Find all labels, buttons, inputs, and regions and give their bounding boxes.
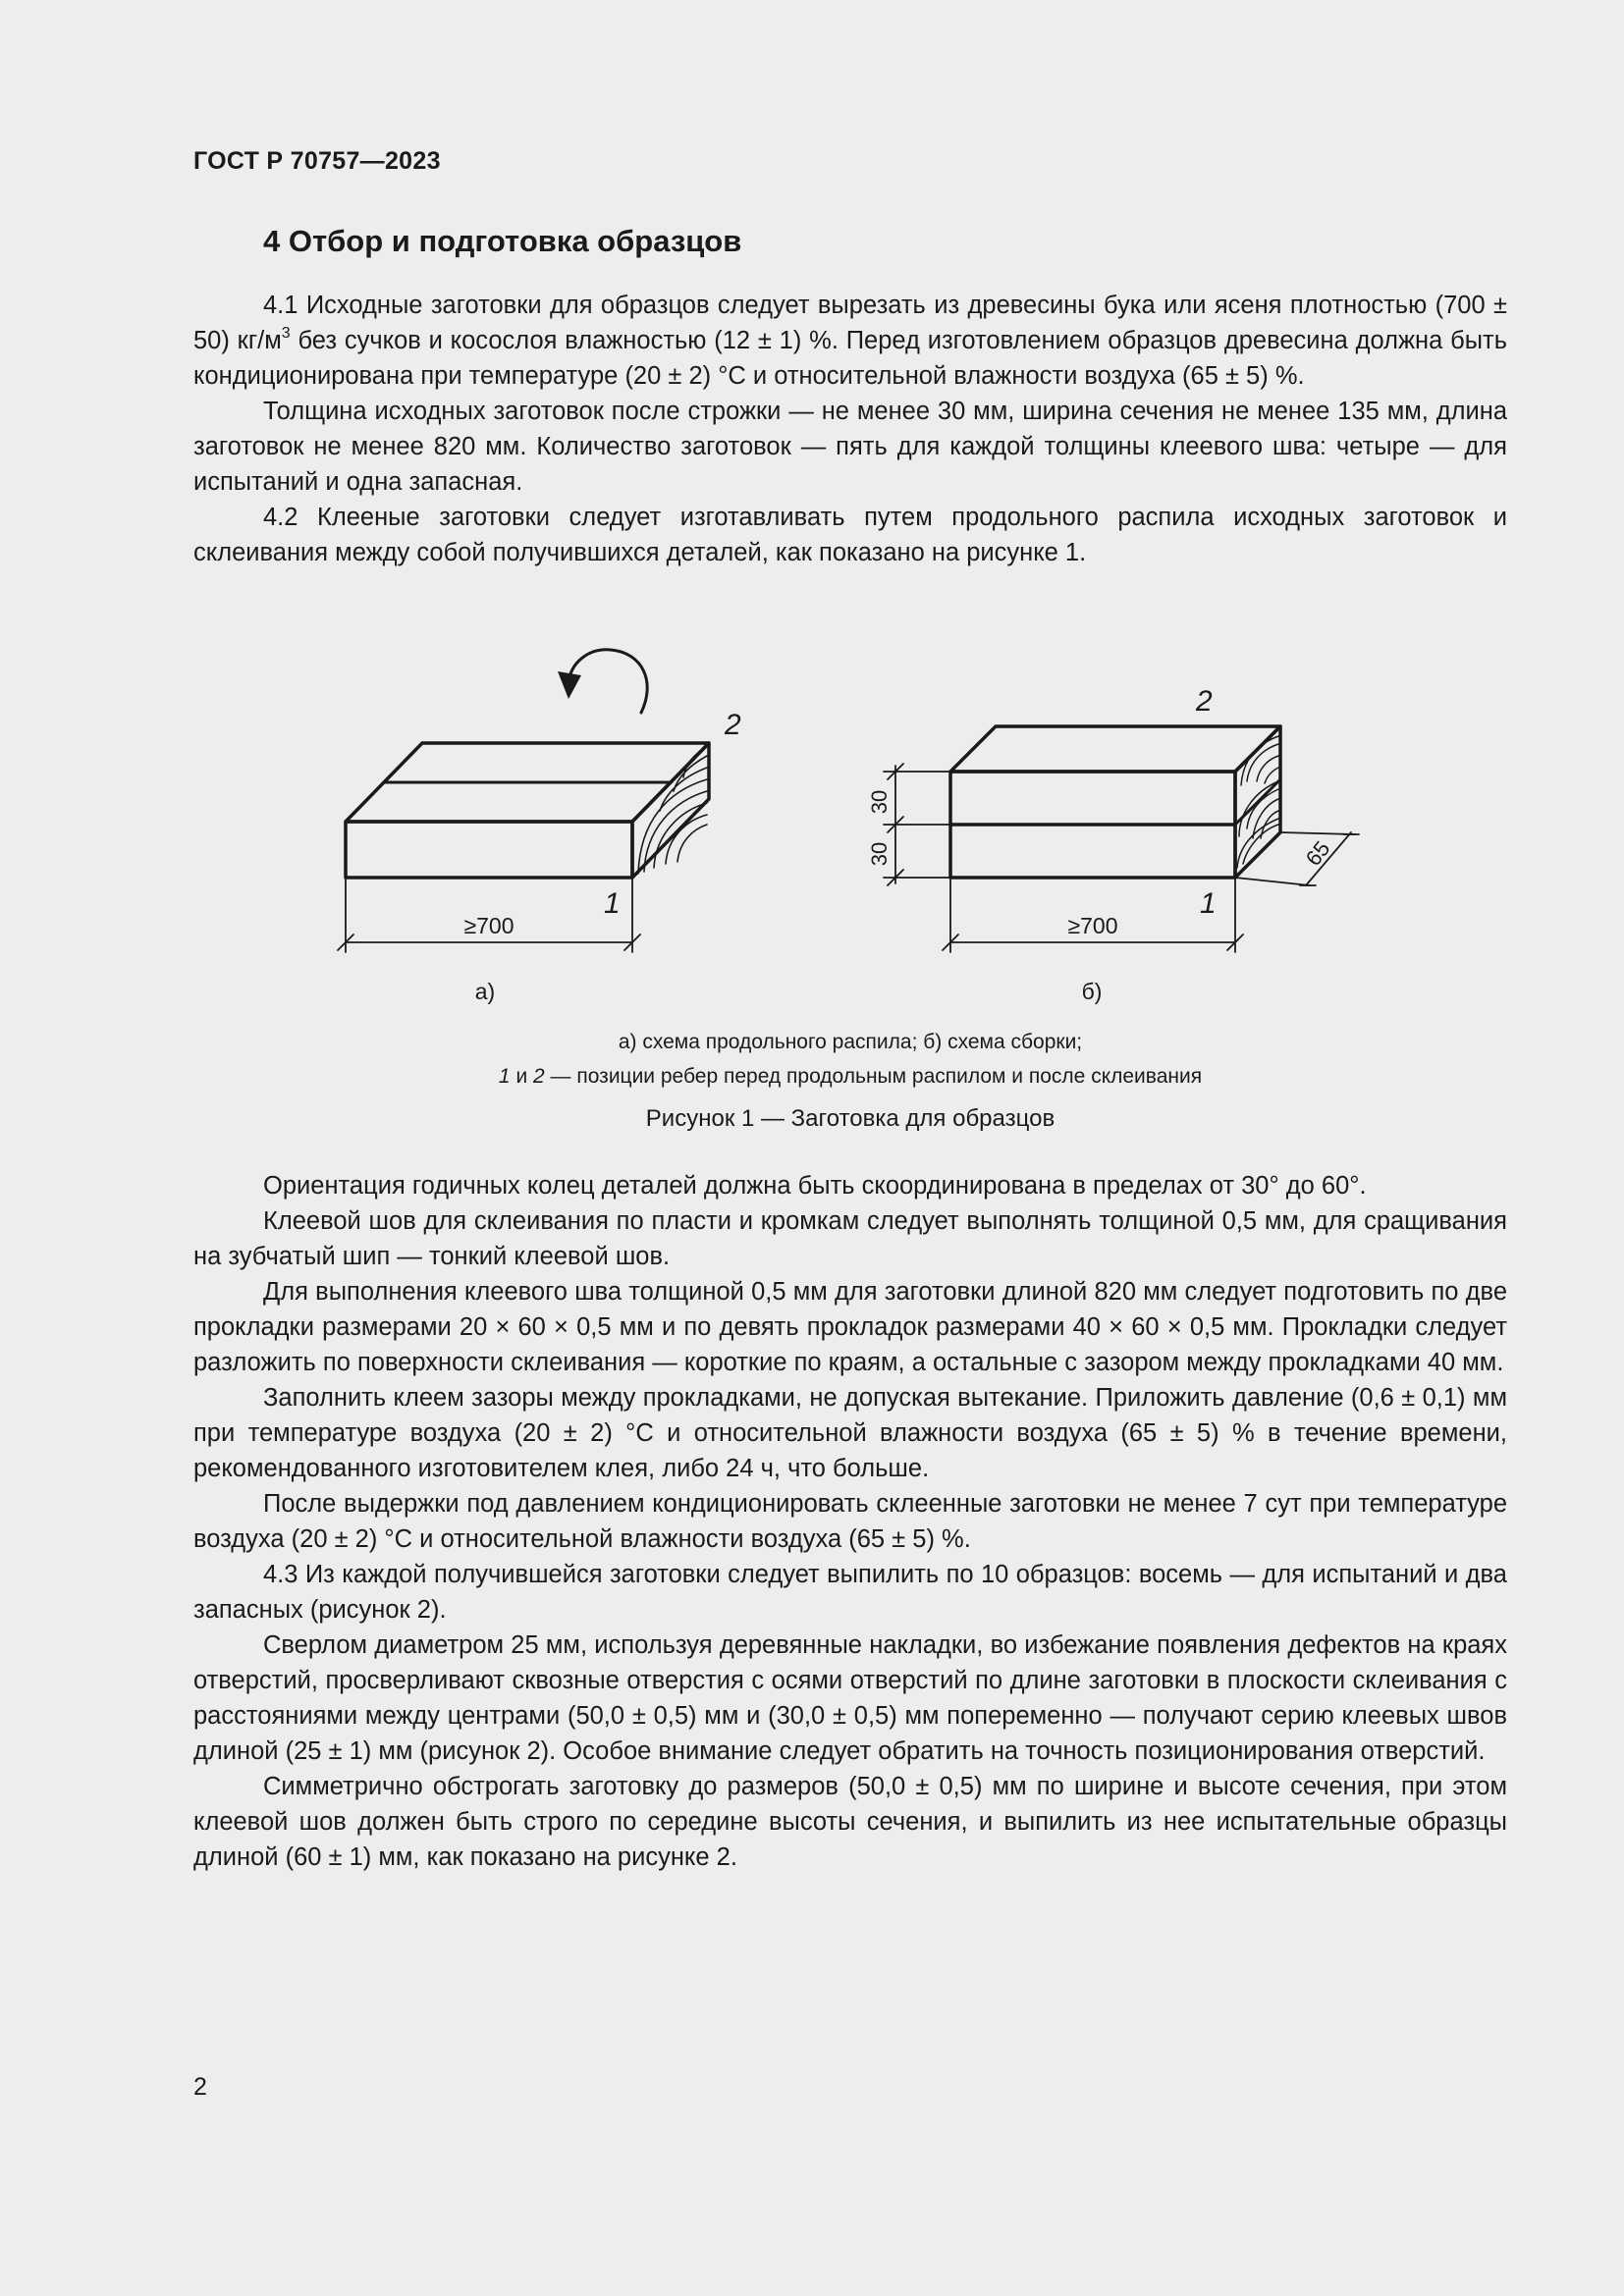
dimension-label-30-upper: 30 — [867, 789, 892, 815]
page-number: 2 — [193, 2073, 207, 2101]
dimension-label-b: ≥700 — [1067, 913, 1118, 938]
paragraph: Симметрично обстрогать заготовку до размеров (50,0 ± 0,5) мм по ширине и высоте сечения, при этом клеевой шов должен быть строго по середине высоты сечения, и выпилить из нее испытательные образцы длиной (60 ± 1) мм, как показано на рисунке 2. — [193, 1773, 1507, 1871]
paragraph: Ориентация годичных колец деталей должна быть скоординирована в пределах от 30° до 60°. — [263, 1172, 1367, 1200]
paragraph: Сверлом диаметром 25 мм, используя деревянные накладки, во избежание появления дефектов на краях отверстий, просверливают сквозные отверстия с осями отверстий по длине заготовки в плоскости склеивания с расстояниями между центрами (50,0 ± 0,5) мм и (30,0 ± 0,5) мм попеременно — получают серию клеевых швов длиной (25 ± 1) мм (рисунок 2). Особое внимание следует обратить на точность позиционирования отверстий. — [193, 1631, 1507, 1765]
figure-legend-line-1: а) схема продольного распила; б) схема сборки; — [618, 1031, 1083, 1053]
paragraph: После выдержки под давлением кондиционировать склеенные заготовки не менее 7 сут при температуре воздуха (20 ± 2) °С и относительной влажности воздуха (65 ± 5) %. — [193, 1490, 1507, 1553]
position-label-1-a: 1 — [604, 887, 621, 920]
figure-1-drawing — [295, 628, 1394, 1041]
dimension-label-30-lower: 30 — [867, 841, 892, 867]
subfigure-b — [884, 726, 1359, 952]
position-label-2-b: 2 — [1196, 685, 1213, 718]
paragraph: Заполнить клеем зазоры между прокладками, не допуская вытекание. Приложить давление (0,6 ± 0,1) мм при температуре воздуха (20 ± 2) °С и относительной влажности воздуха (65 ± 5) % в течение времени, рекомендованного изготовителем клея, либо 24 ч, что больше. — [193, 1384, 1507, 1482]
figure-1 — [295, 628, 1394, 1041]
standard-header: ГОСТ Р 70757—2023 — [193, 147, 441, 175]
position-label-1-b: 1 — [1200, 887, 1217, 920]
dimension-label-a: ≥700 — [463, 913, 514, 938]
figure-title: Рисунок 1 — Заготовка для образцов — [645, 1105, 1056, 1132]
section-heading: 4 Отбор и подготовка образцов — [263, 224, 742, 258]
text-block-bottom — [193, 1168, 1507, 1875]
subfigure-label-a: а) — [474, 979, 496, 1004]
superscript-3: 3 — [281, 324, 291, 342]
figure-legend-line-2: 1 и 2 — позиции ребер перед продольным распилом и после склеивания — [498, 1065, 1203, 1088]
paragraph: Клеевой шов для склеивания по пласти и кромкам следует выполнять толщиной 0,5 мм, для сращивания на зубчатый шип — тонкий клеевой шов. — [193, 1207, 1507, 1270]
paragraph: Для выполнения клеевого шва толщиной 0,5 мм для заготовки длиной 820 мм следует подготовить по две прокладки размерами 20 × 60 × 0,5 мм и по девять прокладок размерами 40 × 60 × 0,5 мм. Прокладки следует разложить по поверхности склеивания — короткие по краям, а остальные с зазором между прокладками 40 мм. — [193, 1278, 1507, 1376]
subfigure-a — [338, 650, 709, 952]
subfigure-label-b: б) — [1081, 979, 1103, 1004]
paragraph: Толщина исходных заготовок после строжки — не менее 30 мм, ширина сечения не менее 135 мм, длина заготовок не менее 820 мм. Количество заготовок — пять для каждой толщины клеевого шва: четыре — для испытаний и одна запасная. — [193, 398, 1507, 496]
text-block-top — [193, 288, 1507, 570]
paragraph-4-3: 4.3 Из каждой получившейся заготовки следует выпилить по 10 образцов: восемь — для испытаний и два запасных (рисунок 2). — [193, 1561, 1507, 1624]
paragraph-4-2: 4.2 Клееные заготовки следует изготавливать путем продольного распила исходных заготовок и склеивания между собой получившихся деталей, как показано на рисунке 1. — [193, 504, 1507, 566]
paragraph-4-1: 4.1 Исходные заготовки для образцов следует вырезать из древесины бука или ясеня плотностью (700 ± 50) $кг/м^3$ без сучков и косослоя влажностью (12 ± 1) %. Перед изготовлением образцов древесина должна быть кондиционирована при температуре (20 ± 2) °С и относительной влажности воздуха (65 ± 5) %. — [193, 292, 1507, 390]
position-label-2-a: 2 — [725, 709, 741, 741]
dimension-label-65: 65 — [1300, 836, 1335, 871]
